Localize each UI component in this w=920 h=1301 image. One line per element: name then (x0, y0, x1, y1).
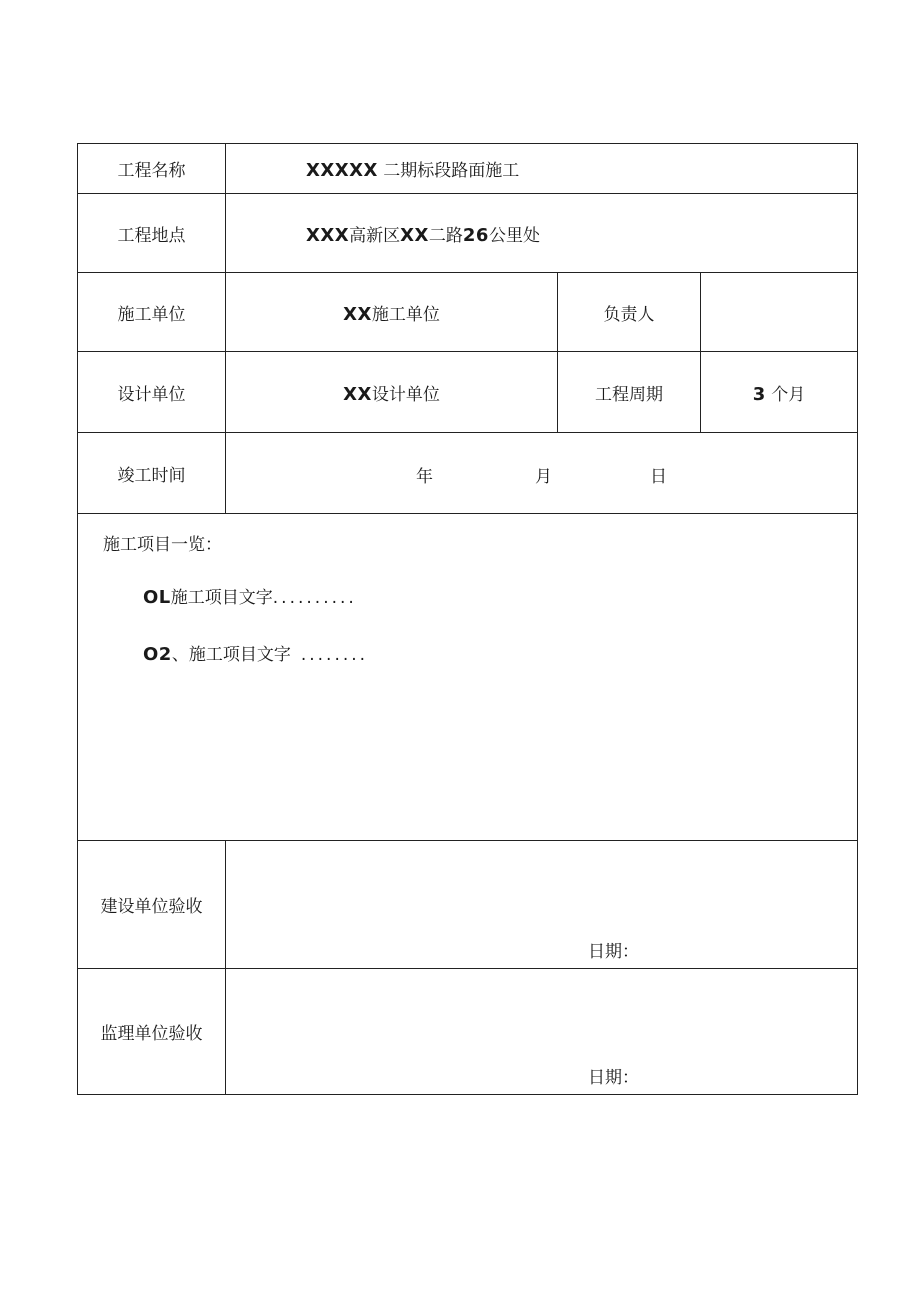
project-name-text: 二期标段路面施工 (383, 161, 520, 181)
project-period-label: 工程周期 (558, 352, 701, 433)
responsible-person-value[interactable] (701, 273, 858, 352)
project-period-value (701, 352, 858, 433)
row-design-unit (78, 352, 858, 433)
row-supervision-acceptance (78, 969, 858, 1095)
row-project-location (78, 194, 858, 273)
item-separator: 、 (171, 645, 189, 665)
construction-unit-label: 施工单位 (78, 273, 226, 352)
day-label: 日 (650, 467, 667, 487)
row-project-items (78, 514, 858, 841)
list-item (143, 583, 357, 608)
completion-time-label: 竣工时间 (78, 433, 226, 514)
location-part4: 二路 (428, 225, 463, 246)
project-completion-form (77, 143, 858, 1095)
owner-acceptance-field[interactable] (226, 841, 858, 969)
construction-unit-text: 施工单位 (371, 304, 440, 325)
project-name-value (226, 144, 858, 194)
row-construction-unit (78, 273, 858, 352)
completion-time-value[interactable] (226, 433, 858, 514)
location-part3: XX (400, 224, 429, 246)
list-item (143, 640, 368, 665)
project-name-code: XXXXX (306, 160, 378, 181)
responsible-person-label: 负责人 (558, 273, 701, 352)
project-items-cell (78, 514, 858, 841)
owner-acceptance-label: 建设单位验收 (78, 841, 226, 969)
row-completion-time (78, 433, 858, 514)
item-number: O2 (143, 644, 172, 665)
location-part5: 26 (462, 224, 489, 246)
owner-acceptance-date-label: 日期： (588, 942, 639, 962)
supervision-acceptance-label: 监理单位验收 (78, 969, 226, 1095)
supervision-acceptance-field[interactable] (226, 969, 858, 1095)
construction-unit-code: XX (343, 303, 372, 325)
design-unit-text: 设计单位 (371, 384, 440, 405)
period-number: 3 (752, 383, 766, 405)
month-label: 月 (535, 467, 552, 487)
item-text: 施工项目文字 (188, 645, 291, 665)
item-number: OL (143, 587, 171, 608)
design-unit-label: 设计单位 (78, 352, 226, 433)
row-owner-acceptance (78, 841, 858, 969)
supervision-acceptance-date-label: 日期： (588, 1068, 639, 1088)
location-part1: XXX (306, 224, 350, 246)
item-text: 施工项目文字 (170, 588, 273, 608)
item-leader-dots: .......... (272, 588, 357, 608)
year-label: 年 (416, 467, 433, 487)
project-location-value (226, 194, 858, 273)
items-title: 施工项目一览： (103, 535, 222, 555)
row-project-name (78, 144, 858, 194)
location-part2: 高新区 (349, 225, 401, 246)
project-location-label: 工程地点 (78, 194, 226, 273)
construction-unit-value (226, 273, 558, 352)
project-name-label: 工程名称 (78, 144, 226, 194)
design-unit-value (226, 352, 558, 433)
design-unit-code: XX (343, 383, 372, 405)
item-leader-dots: ........ (300, 645, 369, 665)
location-part6: 公里处 (488, 225, 540, 246)
period-unit: 个月 (771, 384, 806, 405)
